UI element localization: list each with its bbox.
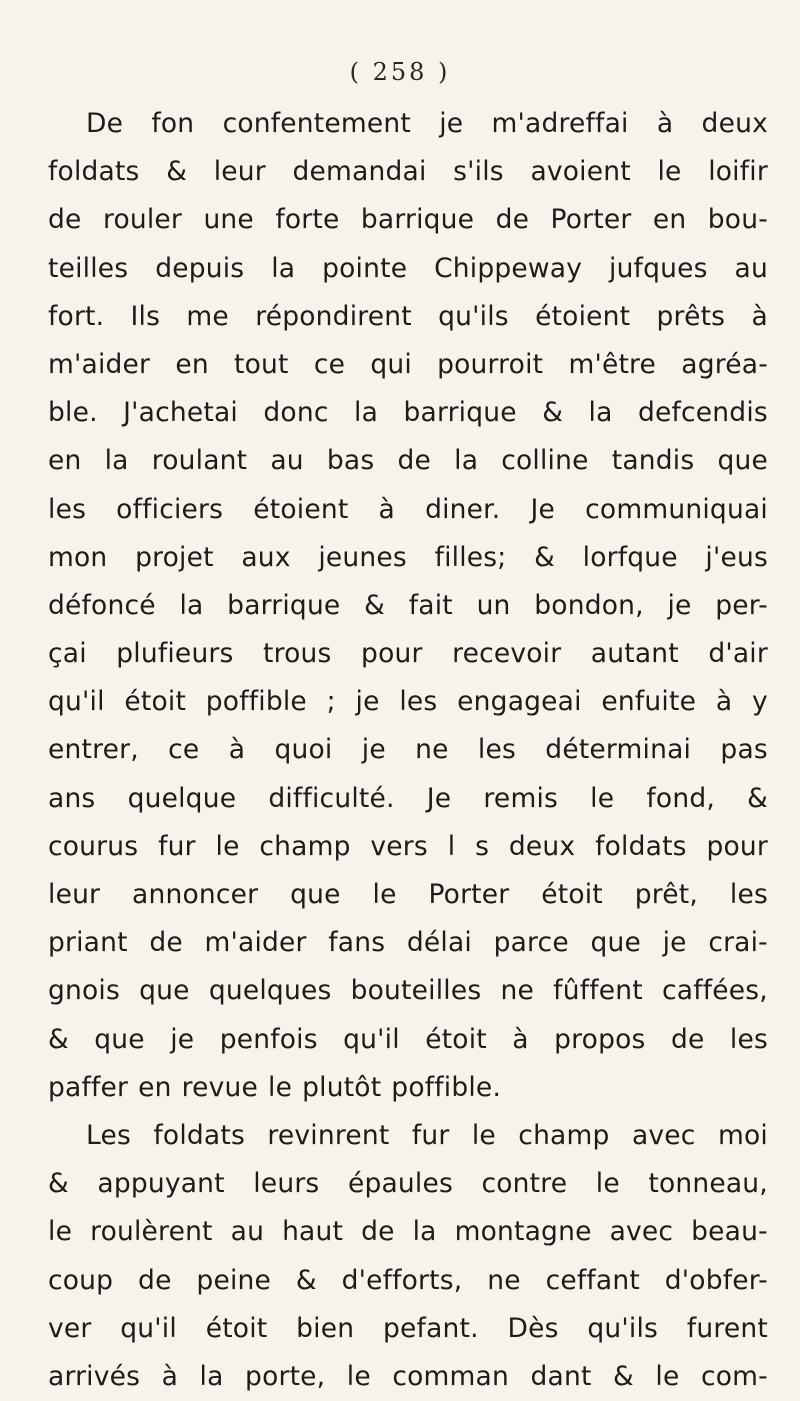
text-line	[48, 919, 768, 967]
text-word: de	[48, 204, 82, 236]
text-word: De	[86, 108, 124, 139]
text-word: que	[290, 879, 341, 910]
text-word: en	[652, 204, 687, 236]
text-word: coup	[48, 1264, 114, 1296]
text-word: pourroit	[437, 348, 544, 380]
text-word: la	[412, 1216, 437, 1248]
text-line	[48, 534, 768, 582]
text-line	[48, 1305, 768, 1353]
text-word: y	[752, 686, 768, 718]
text-word: pas	[720, 734, 768, 766]
text-word: J'achetai	[123, 397, 238, 429]
text-word: je	[439, 108, 464, 139]
text-word: &	[48, 1023, 69, 1055]
text-word: montagne	[454, 1216, 592, 1248]
text-word: &	[364, 589, 386, 621]
text-word: ne	[500, 975, 535, 1007]
text-word: le	[655, 1360, 680, 1392]
text-word: mon	[48, 541, 108, 573]
text-word: roulant	[151, 445, 248, 477]
text-word: depuis	[155, 252, 245, 284]
text-word: parce	[493, 927, 569, 959]
text-word: diner.	[425, 493, 501, 525]
text-word: la	[199, 1360, 224, 1392]
text-word: de	[138, 1264, 172, 1296]
text-word: bas	[326, 445, 375, 477]
text-word: délai	[406, 927, 472, 959]
text-word: que	[139, 975, 190, 1007]
text-line	[48, 1353, 768, 1401]
text-word: vers	[370, 830, 428, 862]
text-word: ceffant	[545, 1264, 640, 1296]
text-word: d'efforts,	[341, 1264, 463, 1296]
text-line	[48, 486, 768, 534]
text-word: tonneau,	[648, 1168, 768, 1200]
text-word: étoit	[425, 1023, 487, 1055]
text-word: &	[613, 1360, 634, 1392]
text-word: je	[662, 927, 687, 959]
text-word: beau-	[691, 1216, 768, 1248]
text-word: poffible.	[391, 1071, 502, 1103]
text-word: Je	[530, 493, 556, 525]
text-word: d'air	[708, 638, 768, 670]
text-word: avec	[631, 1119, 696, 1151]
text-word: fait	[408, 589, 453, 621]
text-word: ver	[48, 1312, 92, 1344]
text-word: Ils	[130, 300, 161, 332]
text-word: que	[717, 445, 768, 477]
text-word: je	[361, 734, 386, 766]
page-number: ( 258 )	[349, 58, 451, 86]
text-word: bou-	[707, 204, 768, 236]
text-line	[48, 1064, 768, 1112]
text-word: qu'il	[48, 686, 105, 718]
text-word: fans	[328, 927, 386, 959]
text-word: bien	[296, 1312, 355, 1344]
text-word: la	[179, 589, 204, 621]
text-word: foldats	[48, 156, 140, 188]
text-word: leurs	[253, 1168, 320, 1200]
text-word: &	[542, 397, 564, 429]
text-word: ble.	[48, 397, 98, 429]
text-word: en	[175, 348, 209, 380]
text-word: la	[271, 252, 296, 284]
text-word: étoit	[124, 686, 187, 718]
text-word: prêts	[656, 300, 726, 332]
text-word: qu'il	[120, 1312, 177, 1344]
text-word: courus	[48, 830, 139, 862]
text-word: à	[715, 686, 733, 718]
text-word: plufieurs	[116, 638, 234, 670]
text-word: colline	[501, 445, 589, 477]
text-word: jufques	[609, 252, 708, 284]
text-word: haut	[282, 1216, 344, 1248]
text-word: Chippeway	[434, 252, 583, 284]
text-line	[48, 871, 768, 919]
text-word: foldats	[595, 830, 687, 862]
text-word: arrivés	[48, 1360, 141, 1392]
text-word: fon	[151, 108, 195, 139]
text-word: la	[454, 445, 479, 477]
text-word: répondirent	[255, 300, 412, 332]
text-word: filles;	[434, 541, 507, 573]
text-word: la	[588, 397, 613, 429]
text-word: de	[149, 927, 183, 959]
text-word: s	[475, 830, 490, 862]
text-word: &	[48, 1168, 69, 1200]
text-word: poffible	[205, 686, 307, 718]
text-word: la	[354, 397, 379, 429]
text-word: fond,	[646, 782, 715, 814]
text-word: avoient	[530, 156, 631, 188]
text-word: déterminai	[545, 734, 692, 766]
text-word: engageai	[457, 686, 582, 718]
text-word: ne	[487, 1264, 521, 1296]
text-word: je	[355, 686, 380, 718]
text-word: entrer,	[48, 734, 139, 766]
text-word: étoient	[535, 300, 631, 332]
text-line	[48, 582, 768, 630]
text-word: à	[161, 1360, 179, 1392]
text-word: qu'ils	[438, 300, 509, 332]
text-word: deux	[508, 830, 576, 862]
text-word: je	[667, 589, 692, 621]
text-word: donc	[263, 397, 329, 429]
text-word: le	[657, 156, 682, 188]
text-word: annoncer	[132, 879, 259, 910]
text-word: je	[170, 1023, 195, 1055]
text-line	[48, 1016, 768, 1064]
text-word: remis	[483, 782, 559, 814]
text-word: deux	[701, 108, 768, 139]
text-line	[48, 967, 768, 1015]
text-word: une	[203, 204, 254, 236]
text-word: à	[751, 300, 768, 332]
text-word: que	[590, 927, 641, 959]
text-word: Je	[426, 782, 452, 814]
text-word: ans	[48, 782, 96, 814]
text-word: ce	[168, 734, 200, 766]
text-word: communiquai	[585, 493, 768, 525]
text-line	[48, 245, 768, 293]
text-word: le	[372, 879, 397, 910]
text-word: étoient	[253, 493, 349, 525]
text-word: demandai	[292, 156, 427, 188]
text-line	[48, 341, 768, 389]
text-word: furent	[686, 1312, 768, 1344]
text-word: tout	[234, 348, 289, 380]
text-word: projet	[135, 541, 214, 573]
text-line	[48, 1208, 768, 1256]
text-word: ;	[326, 686, 336, 718]
text-word: champ	[518, 1119, 610, 1151]
text-word: revinrent	[267, 1119, 390, 1151]
text-word: en	[48, 445, 82, 477]
text-word: autant	[590, 638, 679, 670]
text-line	[48, 389, 768, 437]
text-word: à	[378, 493, 395, 525]
text-word: que	[94, 1023, 145, 1055]
text-line	[48, 823, 768, 871]
text-word: au	[734, 252, 768, 284]
text-word: le	[590, 782, 615, 814]
text-word: &	[166, 156, 188, 188]
text-word: forte	[275, 204, 340, 236]
text-word: ce	[313, 348, 346, 380]
text-word: rouler	[102, 204, 183, 236]
text-word: contre	[481, 1168, 568, 1200]
text-word: fort.	[48, 300, 105, 332]
text-word: fur	[158, 830, 196, 862]
text-word: les	[399, 686, 438, 718]
text-word: confentement	[222, 108, 411, 139]
text-word: loifir	[708, 156, 768, 188]
text-word: com-	[700, 1360, 768, 1392]
text-word: d'obfer-	[664, 1264, 768, 1296]
text-word: fûffent	[553, 975, 643, 1007]
text-word: m'aider	[204, 927, 307, 959]
text-word: difficulté.	[268, 782, 395, 814]
text-word: le	[595, 1168, 620, 1200]
text-word: caffées,	[662, 975, 768, 1007]
text-word: pefant.	[383, 1312, 479, 1344]
text-word: gnois	[48, 975, 120, 1007]
text-word: les	[729, 879, 768, 910]
text-word: bondon,	[534, 589, 644, 621]
text-line	[48, 196, 768, 244]
text-line	[48, 630, 768, 678]
text-word: defcendis	[637, 397, 768, 429]
text-word: pointe	[322, 252, 408, 284]
text-word: le	[268, 1071, 293, 1103]
text-word: &	[295, 1264, 317, 1296]
text-word: à	[228, 734, 246, 766]
text-word: étoit	[541, 879, 603, 910]
text-word: qu'il	[343, 1023, 400, 1055]
text-word: lorfque	[582, 541, 678, 573]
text-word: Dès	[507, 1312, 559, 1344]
text-word: défoncé	[48, 589, 156, 621]
text-word: s'ils	[453, 156, 504, 188]
text-line	[48, 1112, 768, 1160]
text-line	[48, 100, 768, 148]
text-word: comman	[392, 1360, 509, 1392]
text-word: porte,	[245, 1360, 326, 1392]
text-word: les	[477, 734, 516, 766]
text-word: les	[48, 493, 87, 525]
text-word: moi	[717, 1119, 768, 1151]
text-word: priant	[48, 927, 128, 959]
text-word: quelques	[208, 975, 332, 1007]
text-word: trous	[263, 638, 332, 670]
text-word: m'adreffai	[491, 108, 629, 139]
text-word: barrique	[403, 397, 517, 429]
text-word: paffer	[48, 1071, 129, 1103]
text-word: l	[447, 830, 456, 862]
text-word: çai	[48, 638, 87, 670]
text-word: le	[346, 1360, 371, 1392]
text-line	[48, 293, 768, 341]
text-word: m'être	[568, 348, 657, 380]
text-word: roulèrent	[90, 1216, 213, 1248]
text-word: champ	[259, 830, 351, 862]
text-word: de	[670, 1023, 705, 1055]
text-word: Porter	[550, 204, 632, 236]
text-word: au	[230, 1216, 265, 1248]
text-word: dant	[530, 1360, 592, 1392]
text-word: m'aider	[48, 348, 151, 380]
text-word: pour	[706, 830, 768, 862]
text-word: j'eus	[705, 541, 768, 573]
text-word: tandis	[611, 445, 695, 477]
text-word: leur	[48, 879, 101, 910]
text-word: officiers	[116, 493, 224, 525]
text-word: ne	[415, 734, 449, 766]
text-word: quoi	[274, 734, 333, 766]
text-word: quelque	[127, 782, 237, 814]
text-word: recevoir	[452, 638, 562, 670]
text-word: qu'ils	[587, 1312, 659, 1344]
body-text	[48, 100, 768, 1401]
text-word: le	[215, 830, 240, 862]
text-word: crai-	[708, 927, 768, 959]
text-word: me	[186, 300, 229, 332]
text-word: qui	[370, 348, 412, 380]
text-line	[48, 1160, 768, 1208]
text-word: à	[656, 108, 674, 139]
text-line	[48, 148, 768, 196]
text-word: enfuite	[601, 686, 697, 718]
text-word: les	[729, 1023, 768, 1055]
text-word: de	[495, 204, 530, 236]
text-line	[48, 726, 768, 774]
text-word: le	[48, 1216, 73, 1248]
text-word: plutôt	[302, 1071, 382, 1103]
text-word: revue	[181, 1071, 259, 1103]
text-word: barrique	[360, 204, 475, 236]
text-word: leur	[213, 156, 266, 188]
text-word: jeunes	[318, 541, 407, 573]
text-word: Les	[86, 1119, 132, 1151]
text-word: de	[397, 445, 432, 477]
text-word: &	[747, 782, 768, 814]
text-word: épaules	[347, 1168, 453, 1200]
text-line	[48, 437, 768, 485]
text-word: propos	[554, 1023, 646, 1055]
text-word: la	[104, 445, 129, 477]
text-line	[48, 678, 768, 726]
text-word: peine	[196, 1264, 272, 1296]
text-word: fur	[411, 1119, 450, 1151]
text-word: au	[270, 445, 304, 477]
text-line	[48, 775, 768, 823]
text-word: agréa-	[681, 348, 768, 380]
text-word: foldats	[153, 1119, 245, 1151]
text-word: teilles	[48, 252, 129, 284]
text-word: à	[512, 1023, 529, 1055]
text-word: en	[138, 1071, 172, 1103]
text-word: penfois	[219, 1023, 318, 1055]
text-word: barrique	[227, 589, 341, 621]
text-word: &	[534, 541, 555, 573]
text-word: bouteilles	[350, 975, 482, 1007]
text-word: Porter	[428, 879, 510, 910]
text-word: avec	[609, 1216, 674, 1248]
text-word: per-	[715, 589, 768, 621]
text-line	[48, 1257, 768, 1305]
text-word: prêt,	[634, 879, 699, 910]
text-word: pour	[361, 638, 423, 670]
text-word: étoit	[205, 1312, 268, 1344]
text-word: appuyant	[97, 1168, 225, 1200]
text-word: de	[361, 1216, 395, 1248]
text-word: le	[471, 1119, 496, 1151]
text-word: un	[476, 589, 511, 621]
text-word: aux	[241, 541, 291, 573]
